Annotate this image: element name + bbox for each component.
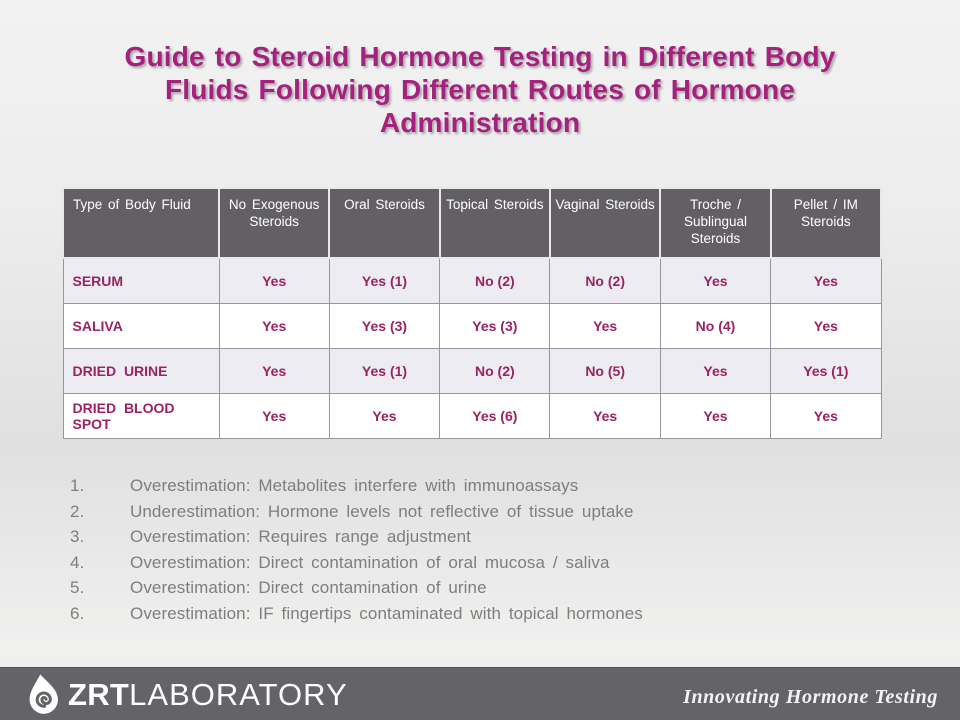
- footer-tagline: Innovating Hormone Testing: [683, 685, 938, 708]
- result-cell: Yes: [771, 258, 881, 303]
- fluid-name-cell: DRIED BLOOD SPOT: [63, 393, 219, 438]
- result-cell: Yes: [771, 393, 881, 438]
- footnotes-list: [70, 473, 643, 626]
- result-cell: Yes: [219, 348, 329, 393]
- result-cell: No (5): [550, 348, 660, 393]
- result-cell: No (2): [440, 258, 550, 303]
- column-header: Pellet / IM Steroids: [771, 188, 881, 258]
- result-cell: Yes: [771, 303, 881, 348]
- table-row: [63, 303, 881, 348]
- footer-bar: [0, 667, 960, 720]
- zrt-droplet-icon: [26, 673, 60, 715]
- result-cell: Yes: [219, 393, 329, 438]
- footnote-text: Overestimation: Direct contamination of oral mucosa / saliva: [130, 552, 610, 572]
- table-row: [63, 348, 881, 393]
- result-cell: Yes (1): [329, 258, 439, 303]
- footnote-text: Underestimation: Hormone levels not reflective of tissue uptake: [130, 501, 634, 521]
- footnote-number: 3.: [70, 527, 85, 546]
- column-header: Oral Steroids: [329, 188, 439, 258]
- column-header: Type of Body Fluid: [63, 188, 219, 258]
- result-cell: Yes (6): [440, 393, 550, 438]
- result-cell: No (4): [660, 303, 770, 348]
- fluid-name-cell: SERUM: [63, 258, 219, 303]
- brand-laboratory-label: LABORATORY: [129, 676, 348, 712]
- table-row: [63, 393, 881, 438]
- brand-zrt-label: ZRT: [68, 676, 130, 712]
- page-title-line: Administration: [379, 107, 581, 138]
- result-cell: Yes: [219, 258, 329, 303]
- column-header: No Exogenous Steroids: [219, 188, 329, 258]
- result-cell: Yes: [219, 303, 329, 348]
- zrt-laboratory-logo: [26, 673, 348, 715]
- result-cell: Yes: [550, 303, 660, 348]
- column-header: Topical Steroids: [440, 188, 550, 258]
- footnote-number: 5.: [70, 578, 85, 597]
- result-cell: Yes (3): [440, 303, 550, 348]
- footnote-item: [70, 601, 643, 627]
- result-cell: No (2): [440, 348, 550, 393]
- table-header-row: [63, 188, 881, 258]
- result-cell: Yes (1): [329, 348, 439, 393]
- column-header: Vaginal Steroids: [550, 188, 660, 258]
- footnote-item: [70, 499, 643, 525]
- result-cell: Yes: [660, 393, 770, 438]
- footnote-number: 2.: [70, 501, 85, 521]
- footnote-item: [70, 473, 643, 499]
- page-title: [80, 40, 880, 139]
- footnote-text: Overestimation: Metabolites interfere with immunoassays: [130, 476, 579, 495]
- footnote-text: Overestimation: Requires range adjustment: [130, 527, 471, 546]
- footnote-text: Overestimation: Direct contamination of urine: [130, 578, 487, 597]
- footnote-item: [70, 524, 643, 550]
- result-cell: Yes (1): [771, 348, 881, 393]
- footnote-number: 4.: [70, 552, 85, 572]
- brand-wordmark: [68, 676, 348, 712]
- fluid-name-cell: SALIVA: [63, 303, 219, 348]
- table-body: [63, 258, 881, 438]
- footnote-number: 6.: [70, 603, 85, 623]
- page-title-line: Guide to Steroid Hormone Testing in Different Body: [124, 41, 836, 72]
- result-cell: Yes: [660, 348, 770, 393]
- result-cell: No (2): [550, 258, 660, 303]
- footnote-item: [70, 550, 643, 576]
- result-cell: Yes: [329, 393, 439, 438]
- body-fluid-table-wrap: [62, 187, 884, 439]
- footnote-number: 1.: [70, 476, 85, 495]
- table-row: [63, 258, 881, 303]
- fluid-name-cell: DRIED URINE: [63, 348, 219, 393]
- result-cell: Yes: [550, 393, 660, 438]
- body-fluid-table: [62, 187, 882, 439]
- result-cell: Yes (3): [329, 303, 439, 348]
- footnote-text: Overestimation: IF fingertips contaminated with topical hormones: [130, 603, 643, 623]
- column-header: Troche / Sublingual Steroids: [660, 188, 770, 258]
- footnote-item: [70, 575, 643, 601]
- page-title-line: Fluids Following Different Routes of Hormone: [164, 74, 796, 105]
- result-cell: Yes: [660, 258, 770, 303]
